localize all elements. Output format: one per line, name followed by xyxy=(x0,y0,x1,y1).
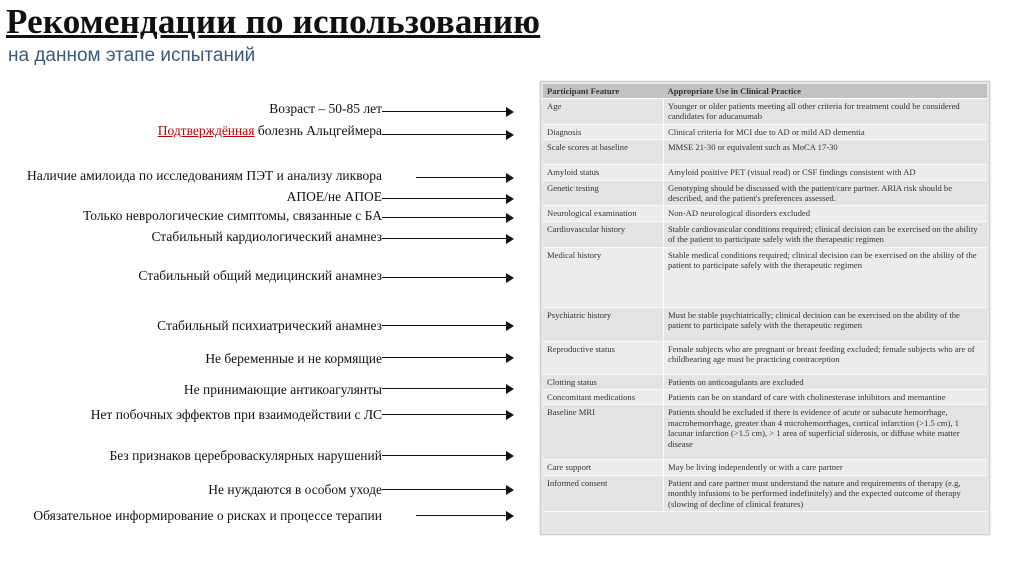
criterion-medical: Стабильный общий медицинский анамнез xyxy=(138,268,382,283)
feature-cell: Reproductive status xyxy=(543,341,664,374)
criterion-cardio: Стабильный кардиологический анамнез xyxy=(151,229,382,244)
arrow-right-icon xyxy=(382,353,514,363)
feature-cell: Neurological examination xyxy=(543,206,664,221)
arrow-right-icon xyxy=(382,234,514,244)
feature-cell: Psychiatric history xyxy=(543,307,664,341)
criterion-mri: Без признаков цереброваскулярных нарушений xyxy=(109,448,382,463)
feature-cell: Care support xyxy=(543,460,664,475)
criterion-care: Не нуждаются в особом уходе xyxy=(208,482,382,497)
table-row xyxy=(543,206,987,221)
use-cell: Genotyping should be discussed with the patient/care partner. ARIA risk should be described, and the patient's preferences assessed. xyxy=(664,180,988,206)
table-row xyxy=(543,140,987,165)
appropriate-use-table-image xyxy=(540,81,990,535)
table-row xyxy=(543,247,987,307)
table-row xyxy=(543,460,987,475)
use-cell: Patients can be on standard of care with cholinesterase inhibitors and memantine xyxy=(664,390,988,405)
feature-cell: Baseline MRI xyxy=(543,405,664,460)
criterion-reproductive: Не беременные и не кормящие xyxy=(205,351,382,366)
feature-cell: Clotting status xyxy=(543,374,664,389)
arrow-right-icon xyxy=(382,130,514,140)
use-cell: May be living independently or with a care partner xyxy=(664,460,988,475)
criterion-medications: Нет побочных эффектов при взаимодействии с ЛС xyxy=(90,407,382,422)
criterion-diagnosis: Подтверждённая болезнь Альцгеймера xyxy=(157,123,382,138)
arrow-right-icon xyxy=(382,213,514,223)
table-row xyxy=(543,475,987,511)
feature-cell: Amyloid status xyxy=(543,165,664,180)
use-cell: Clinical criteria for MCI due to AD or mild AD dementia xyxy=(664,124,988,139)
table-header-row xyxy=(543,84,987,99)
criterion-psychiatric: Стабильный психиатрический анамнез xyxy=(157,318,382,333)
arrow-right-icon xyxy=(416,511,514,521)
page-title: Рекомендации по использованию xyxy=(6,2,541,41)
table-row xyxy=(543,307,987,341)
feature-cell: Informed consent xyxy=(543,475,664,511)
use-cell: Stable medical conditions required; clinical decision can be exercised on the ability of the patient to participate safely with the therapeutic regimen xyxy=(664,247,988,307)
table-row xyxy=(543,124,987,139)
arrow-right-icon xyxy=(382,451,514,461)
arrow-right-icon xyxy=(382,321,514,331)
arrow-right-icon xyxy=(382,273,514,283)
feature-cell: Scale scores at baseline xyxy=(543,140,664,165)
arrow-right-icon xyxy=(382,194,514,204)
arrow-right-icon xyxy=(416,173,514,183)
feature-cell: Concomitant medications xyxy=(543,390,664,405)
table-row xyxy=(543,390,987,405)
arrow-right-icon xyxy=(382,384,514,394)
feature-cell: Age xyxy=(543,99,664,125)
use-cell: Stable cardiovascular conditions required; clinical decision can be exercised on the ability of the patient to participate safely with the therapeutic regimen xyxy=(664,221,988,247)
arrow-right-icon xyxy=(382,485,514,495)
page-subtitle: на данном этапе испытаний xyxy=(8,45,256,66)
table-row xyxy=(543,405,987,460)
criterion-neurological: Только неврологические симптомы, связанные с БА xyxy=(83,208,382,223)
use-cell: Patients on anticoagulants are excluded xyxy=(664,374,988,389)
use-cell: Amyloid positive PET (visual read) or CSF findings consistent with AD xyxy=(664,165,988,180)
column-header: Participant Feature xyxy=(543,84,664,99)
use-cell: Female subjects who are pregnant or breast feeding excluded; female subjects who are of childbearing age must be practicing contraception xyxy=(664,341,988,374)
criterion-amyloid: Наличие амилоида по исследованиям ПЭТ и анализу ликвора xyxy=(26,168,382,183)
use-cell: Patient and care partner must understand the nature and requirements of therapy (e.g, monthly infusions to be performed indefinitely) and the expected outcome of therapy (slowing of decline of clinical features) xyxy=(664,475,988,511)
use-cell: Must be stable psychiatrically; clinical decision can be exercised on the ability of the patient to participate safely with the therapeutic regimen xyxy=(664,307,988,341)
table-row xyxy=(543,99,987,125)
column-header: Appropriate Use in Clinical Practice xyxy=(664,84,988,99)
use-cell: Younger or older patients meeting all other criteria for treatment could be considered candidates for aducanumab xyxy=(664,99,988,125)
use-cell: MMSE 21-30 or equivalent such as MoCA 17-30 xyxy=(664,140,988,165)
feature-cell: Cardiovascular history xyxy=(543,221,664,247)
table-row xyxy=(543,165,987,180)
criterion-clotting: Не принимающие антикоагулянты xyxy=(183,382,382,397)
table-row xyxy=(543,180,987,206)
arrow-right-icon xyxy=(382,107,514,117)
table-row xyxy=(543,374,987,389)
appropriate-use-table xyxy=(543,84,987,512)
criterion-age: Возраст – 50-85 лет xyxy=(269,101,382,116)
feature-cell: Medical history xyxy=(543,247,664,307)
criterion-apoe: АПОЕ/не АПОЕ xyxy=(286,189,382,204)
feature-cell: Diagnosis xyxy=(543,124,664,139)
arrow-right-icon xyxy=(382,410,514,420)
table-row xyxy=(543,341,987,374)
use-cell: Patients should be excluded if there is evidence of acute or subacute hemorrhage, macrohemorrhage, greater than 4 microhemorrhages, cortical infarction (>1.5 cm), 1 lacunar infarction (>1.5 cm), > 1 area of superficial siderosis, or diffuse white matter disease xyxy=(664,405,988,460)
use-cell: Non-AD neurological disorders excluded xyxy=(664,206,988,221)
table-row xyxy=(543,221,987,247)
criterion-consent: Обязательное информирование о рисках и процессе терапии xyxy=(33,508,382,523)
feature-cell: Genetic testing xyxy=(543,180,664,206)
